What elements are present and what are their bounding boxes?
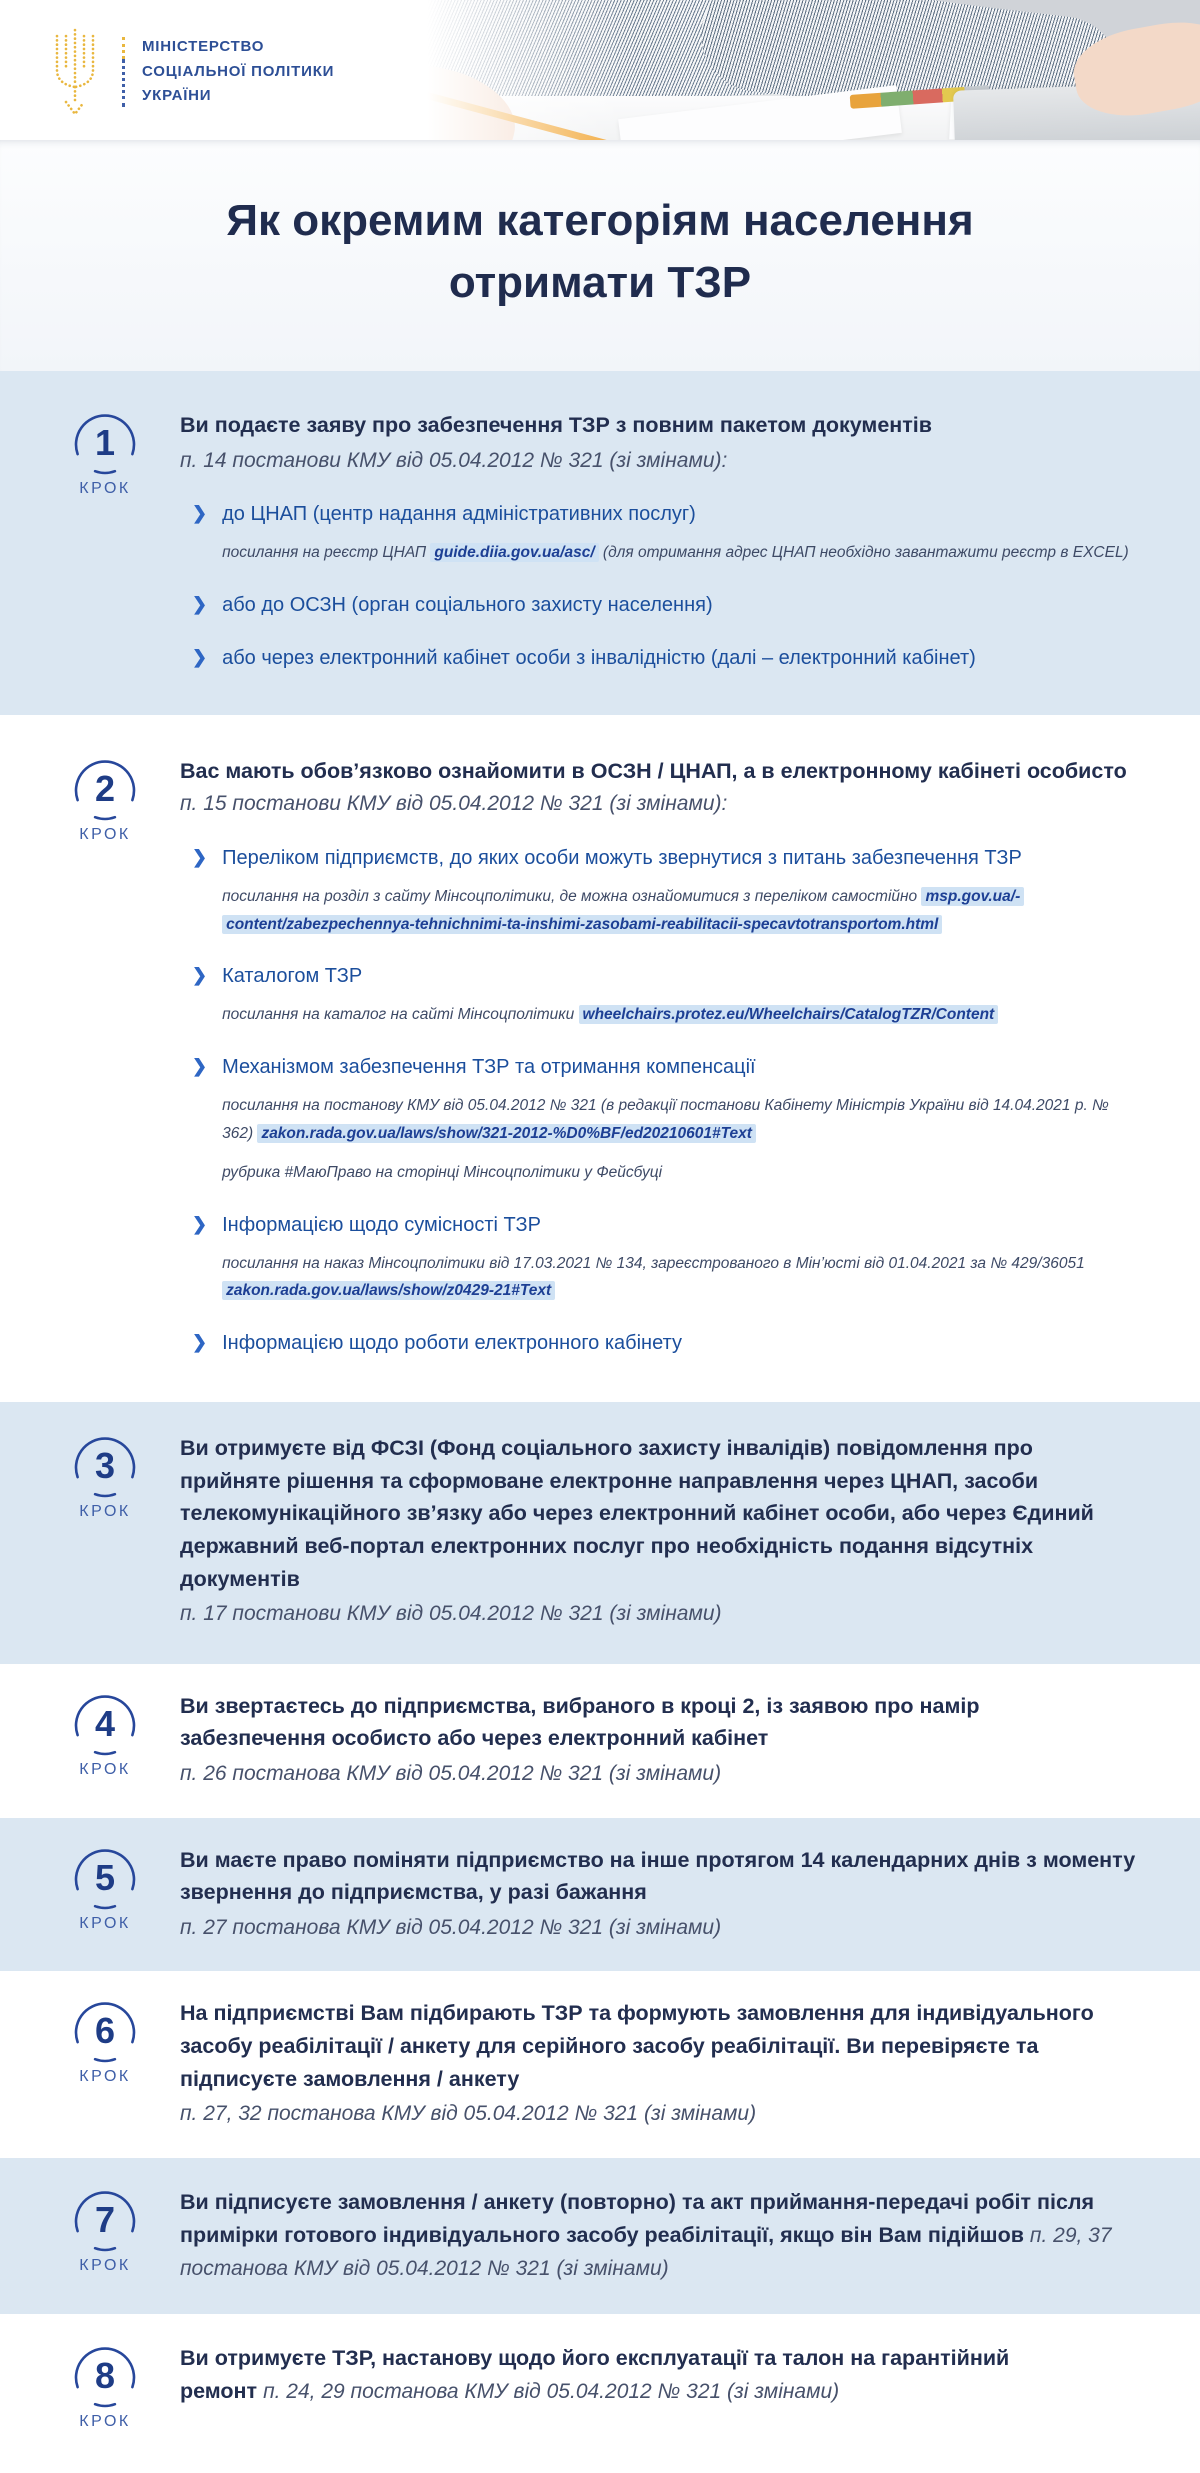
ministry-name-line2: СОЦІАЛЬНОЇ ПОЛІТИКИ bbox=[142, 62, 335, 80]
step-reference: п. 17 постанови КМУ від 05.04.2012 № 321 (зі змінами) bbox=[180, 1602, 722, 1626]
step-label: КРОК bbox=[79, 2068, 131, 2086]
logo-separator bbox=[122, 37, 126, 107]
step-reference: п. 27, 32 постанова КМУ від 05.04.2012 № 321 (зі змінами) bbox=[180, 2102, 757, 2126]
step-reference: п. 15 постанови КМУ від 05.04.2012 № 321 (зі змінами): bbox=[180, 792, 728, 816]
step-6-section bbox=[0, 1971, 1200, 2158]
step-reference: п. 14 постанови КМУ від 05.04.2012 № 321 (зі змінами): bbox=[180, 448, 728, 472]
trident-icon bbox=[44, 26, 106, 118]
note-text: посилання на каталог на сайті Мінсоцполітики bbox=[222, 1006, 579, 1024]
step-5-section bbox=[0, 1818, 1200, 1972]
bullet-note bbox=[222, 539, 1129, 567]
step-heading-text: Ви отримуєте ТЗР, настанову щодо його експлуатації та талон на гарантійний ремонт bbox=[180, 2346, 1010, 2404]
bullet-note: рубрика #МаюПраво на сторінці Мінсоцполітики у Фейсбуці bbox=[222, 1164, 663, 1182]
note-link[interactable]: msp.gov.ua/-content/zabezpechennya-tehnichnimi-ta-inshimi-zasobami-reabilitacii-specavtotransportom.html bbox=[222, 887, 1024, 934]
bullet-text: або до ОСЗН (орган соціального захисту населення) bbox=[222, 593, 713, 616]
bullet-note bbox=[222, 883, 1136, 938]
ministry-name bbox=[142, 35, 334, 109]
step-4-badge bbox=[70, 1690, 140, 1779]
bullet-text: Інформацією щодо роботи електронного кабінету bbox=[222, 1331, 682, 1354]
note-link[interactable]: guide.diia.gov.ua/asc/ bbox=[430, 543, 598, 562]
bullet-text: Інформацією щодо сумісності ТЗР bbox=[222, 1213, 541, 1236]
step-number-circle bbox=[72, 757, 138, 823]
bullet-text: до ЦНАП (центр надання адміністративних послуг) bbox=[222, 503, 696, 526]
chevron-icon: ❯ bbox=[192, 965, 208, 986]
page-title-line2: отримати ТЗР bbox=[448, 258, 752, 308]
step-number: 7 bbox=[94, 2198, 116, 2240]
step-label: КРОК bbox=[79, 825, 131, 843]
step-label: КРОК bbox=[79, 2413, 131, 2431]
step-number: 2 bbox=[94, 767, 116, 809]
bullet-item bbox=[192, 500, 1136, 567]
note-text: посилання на реєстр ЦНАП bbox=[222, 544, 431, 562]
step-1-badge bbox=[70, 409, 140, 498]
chevron-icon: ❯ bbox=[192, 1331, 208, 1352]
step-7-section bbox=[0, 2158, 1200, 2314]
step-8-badge bbox=[70, 2342, 140, 2431]
photo-fade-overlay bbox=[370, 0, 630, 140]
step-label: КРОК bbox=[79, 1502, 131, 1520]
note-link[interactable]: zakon.rada.gov.ua/laws/show/321-2012-%D0%BF/ed20210601#Text bbox=[257, 1124, 756, 1143]
step-2-badge bbox=[70, 755, 140, 844]
step-number-circle bbox=[72, 1999, 138, 2065]
step-heading bbox=[180, 2186, 1136, 2284]
step-number: 5 bbox=[94, 1856, 116, 1898]
bullet-item bbox=[192, 1211, 1136, 1305]
bullet-item bbox=[192, 591, 1136, 620]
note-text: (для отримання адрес ЦНАП необхідно завантажити реєстр в EXCEL) bbox=[598, 544, 1129, 562]
bullet-text: або через електронний кабінет особи з інвалідністю (далі – електронний кабінет) bbox=[222, 646, 976, 669]
bullet-note bbox=[222, 1250, 1136, 1305]
step-5-badge bbox=[70, 1844, 140, 1933]
bullet-text: Каталогом ТЗР bbox=[222, 965, 363, 988]
step-number: 4 bbox=[94, 1702, 116, 1744]
step-heading: Ви звертаєтесь до підприємства, вибраного в кроці 2, із заявою про намір забезпечення особисто або через електронний кабінет bbox=[180, 1693, 980, 1751]
step-number-circle bbox=[72, 1846, 138, 1912]
note-link[interactable]: zakon.rada.gov.ua/laws/show/z0429-21#Text bbox=[222, 1281, 555, 1300]
step-reference: п. 24, 29 постанова КМУ від 05.04.2012 № 321 (зі змінами) bbox=[263, 2380, 840, 2404]
step-8-section bbox=[0, 2314, 1200, 2473]
step-label: КРОК bbox=[79, 1760, 131, 1778]
step-2-section bbox=[0, 715, 1200, 1402]
bullet-item bbox=[192, 1053, 1136, 1187]
bullet-item bbox=[192, 962, 1136, 1029]
ministry-name-line3: УКРАЇНИ bbox=[142, 87, 212, 105]
step-heading bbox=[180, 2342, 1050, 2408]
bullet-text: Переліком підприємств, до яких особи можуть звернутися з питань забезпечення ТЗР bbox=[222, 847, 1022, 870]
bullet-item bbox=[192, 644, 1136, 673]
note-text: посилання на постанову КМУ від 05.04.2012 № 321 (в редакції постанови Кабінету Міністрів України від 14.04.2021 р. № 362) bbox=[222, 1097, 1109, 1142]
page-title-line1: Як окремим категоріям населення bbox=[226, 196, 974, 245]
page-title bbox=[70, 190, 1130, 315]
ministry-logo-block bbox=[44, 26, 334, 118]
step-reference: п. 26 постанова КМУ від 05.04.2012 № 321 (зі змінами) bbox=[180, 1762, 722, 1786]
chevron-icon: ❯ bbox=[192, 847, 208, 868]
title-section bbox=[0, 140, 1200, 371]
note-text: посилання на наказ Мінсоцполітики від 17.03.2021 № 134, зареєстрованого в Мін’юсті від 01.04.2021 за № 429/36051 bbox=[222, 1254, 1085, 1272]
step-number: 1 bbox=[94, 421, 116, 463]
note-text: посилання на розділ з сайту Мінсоцполітики, де можна ознайомитися з переліком самостійно bbox=[222, 888, 922, 906]
step-label: КРОК bbox=[79, 1914, 131, 1932]
step-6-badge bbox=[70, 1997, 140, 2086]
chevron-icon: ❯ bbox=[192, 1056, 208, 1076]
step-heading-text: Вас мають обов’язково ознайомити в ОСЗН / ЦНАП, а в електронному кабінеті особисто bbox=[180, 758, 1127, 783]
bullet-item bbox=[192, 1329, 1136, 1358]
step-number-circle bbox=[72, 411, 138, 477]
step-heading: Ви подаєте заяву про забезпечення ТЗР з повним пакетом документів bbox=[180, 412, 932, 437]
step-3-badge bbox=[70, 1432, 140, 1521]
step-number-circle bbox=[72, 2188, 138, 2254]
step-4-section bbox=[0, 1664, 1200, 1818]
step-heading-text: Ви підписуєте замовлення / анкету (повторно) та акт приймання-передачі робіт після примірки готового індивідуального засобу реабілітації, якщо він Вам підійшов bbox=[180, 2189, 1095, 2247]
bullet-text: Механізмом забезпечення ТЗР та отримання компенсації bbox=[222, 1056, 756, 1078]
header bbox=[0, 0, 1200, 140]
bullet-note bbox=[222, 1001, 998, 1029]
chevron-icon: ❯ bbox=[192, 1213, 208, 1234]
step-number: 8 bbox=[94, 2355, 116, 2397]
step-heading bbox=[180, 755, 1136, 821]
bullet-item bbox=[192, 844, 1136, 938]
step-reference: п. 27 постанова КМУ від 05.04.2012 № 321 (зі змінами) bbox=[180, 1915, 722, 1939]
step-number-circle bbox=[72, 2344, 138, 2410]
step-heading: Ви маєте право поміняти підприємство на інше протягом 14 календарних днів з моменту звернення до підприємства, у разі бажання bbox=[180, 1847, 1136, 1905]
step-1-section bbox=[0, 371, 1200, 715]
note-link[interactable]: wheelchairs.protez.eu/Wheelchairs/CatalogTZR/Content bbox=[579, 1005, 999, 1024]
chevron-icon: ❯ bbox=[192, 646, 208, 667]
ministry-name-line1: МІНІСТЕРСТВО bbox=[142, 37, 265, 55]
chevron-icon: ❯ bbox=[192, 503, 208, 524]
step-heading: На підприємстві Вам підбирають ТЗР та формують замовлення для індивідуального засобу реабілітації / анкету для серійного засобу реабілітації. Ви перевіряєте та підписуєте замовлення / анкету bbox=[180, 2001, 1094, 2091]
step-number: 6 bbox=[94, 2010, 116, 2052]
step-number: 3 bbox=[94, 1444, 116, 1486]
step-number-circle bbox=[72, 1692, 138, 1758]
step-label: КРОК bbox=[79, 479, 131, 497]
chevron-icon: ❯ bbox=[192, 593, 208, 614]
bullet-note bbox=[222, 1092, 1136, 1147]
step-label: КРОК bbox=[79, 2256, 131, 2274]
step-7-badge bbox=[70, 2186, 140, 2275]
step-number-circle bbox=[72, 1434, 138, 1500]
step-heading: Ви отримуєте від ФСЗІ (Фонд соціального захисту інвалідів) повідомлення про прийняте рішення та сформоване електронне направлення через ЦНАП, засоби телекомунікаційного зв’язку або через електронний кабінет особи, або через Єдиний державний веб-портал електронних послуг про необхідність подання відсутніх документів bbox=[180, 1435, 1094, 1591]
step-reference: п. 29, 37 постанова КМУ від 05.04.2012 № 321 (зі змінами) bbox=[180, 2223, 1112, 2280]
header-photo bbox=[370, 0, 1200, 140]
step-3-section bbox=[0, 1402, 1200, 1664]
